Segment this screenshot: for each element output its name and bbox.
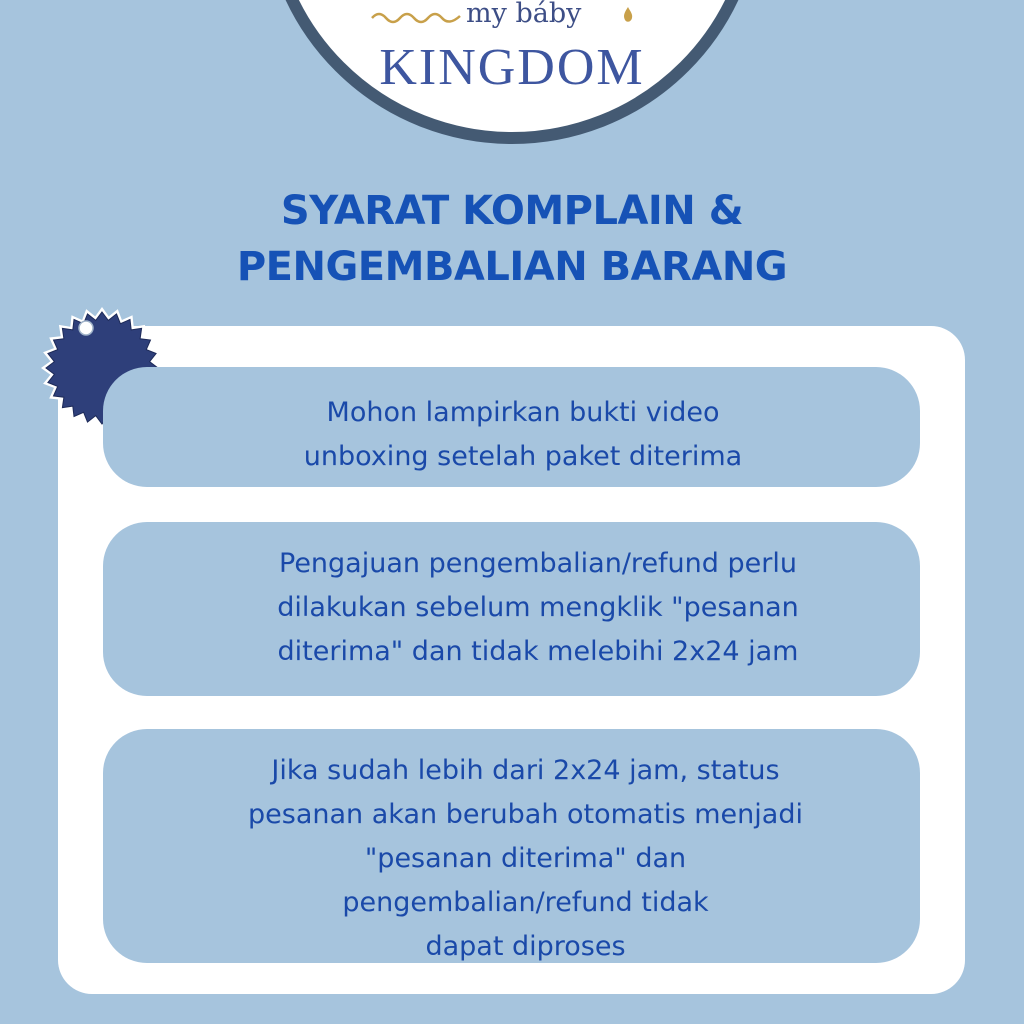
page-title [0,183,1024,295]
term-line: unboxing setelah paket diterima [303,441,743,472]
term-line: pesanan akan berubah otomatis menjadi [248,799,803,830]
term-line: dapat diproses [425,931,626,962]
term-line: pengembalian/refund tidak [342,887,709,918]
brand-name-small: my báby [466,0,582,29]
term-line: diterima" dan tidak melebihi 2x24 jam [277,636,799,667]
term-card-auto-accept [103,729,920,963]
term-line: Jika sudah lebih dari 2x24 jam, status [271,755,780,786]
brand-name-large: KINGDOM [379,39,645,96]
logo-header [370,0,670,40]
page-title-line: PENGEMBALIAN BARANG [236,244,788,290]
term-text [238,542,838,674]
term-line: Pengajuan pengembalian/refund perlu [279,548,797,579]
term-text [183,391,863,479]
term-card-video [103,367,920,487]
drop-icon [622,6,634,24]
page-title-line: SYARAT KOMPLAIN & [280,188,744,234]
term-text [133,749,918,969]
term-card-refund-request [103,522,920,696]
term-line: "pesanan diterima" dan [364,843,687,874]
term-line: dilakukan sebelum mengklik "pesanan [277,592,799,623]
term-line: Mohon lampirkan bukti video [326,397,720,428]
wave-icon [370,8,462,24]
